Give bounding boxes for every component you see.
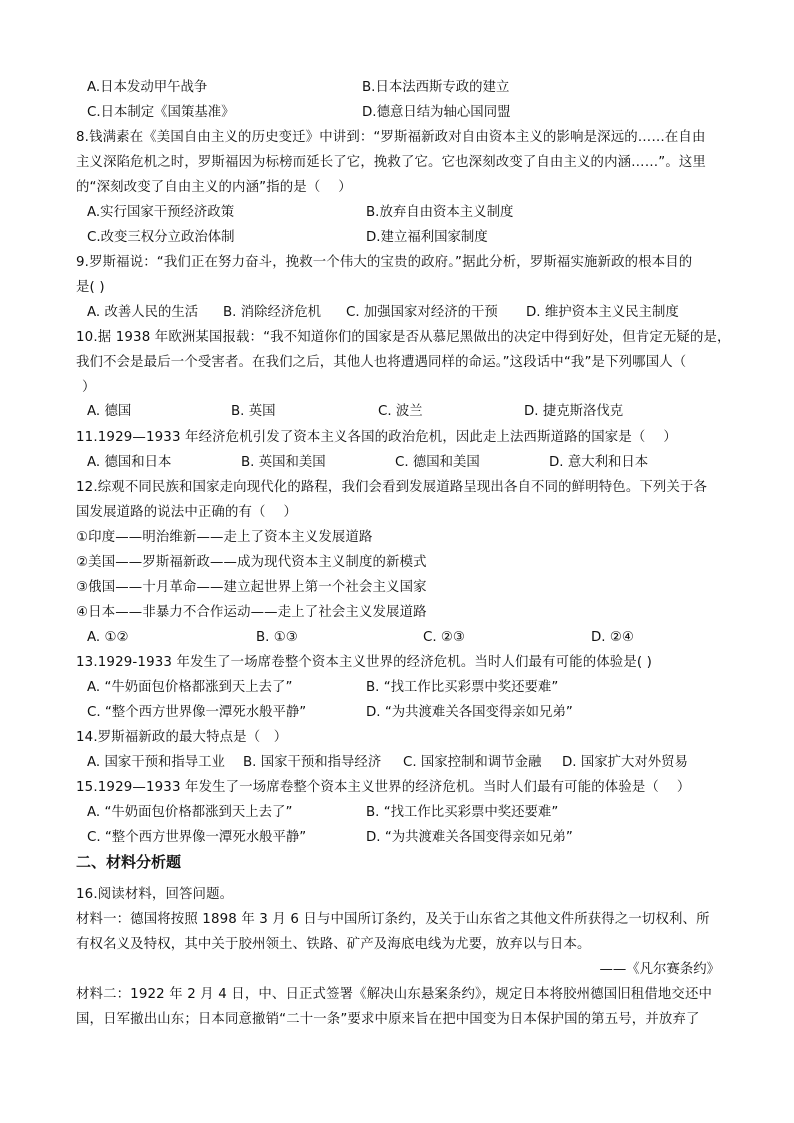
q11-option-c: C. 德国和美国 xyxy=(395,455,480,470)
q8-option-b: B.放弃自由资本主义制度 xyxy=(366,205,514,220)
section-heading: 二、材料分析题 xyxy=(76,853,182,871)
q10-stem-line-1: 10.据 1938 年欧洲某国报载：“我不知道你们的国家是否从慕尼黑做出的决定中得到好处，但肯定无疑的是， xyxy=(76,330,731,345)
q10-option-c: C. 波兰 xyxy=(378,404,423,419)
q10-stem-line-3: ） xyxy=(82,380,96,395)
q7-option-d: D.德意日结为轴心国同盟 xyxy=(362,105,511,120)
q14-option-d: D. 国家扩大对外贸易 xyxy=(562,755,688,770)
q16-intro: 16.阅读材料，回答问题。 xyxy=(76,887,234,902)
q9-option-d: D. 维护资本主义民主制度 xyxy=(526,305,679,320)
q13-option-b: B. “找工作比买彩票中奖还要难” xyxy=(366,680,559,695)
q8-option-a: A.实行国家干预经济政策 xyxy=(87,205,235,220)
q9-option-b: B. 消除经济危机 xyxy=(223,305,322,320)
q8-stem-line-1: 8.钱满素在《美国自由主义的历史变迁》中讲到：“罗斯福新政对自由资本主义的影响是深远的……在自由 xyxy=(76,130,706,145)
q9-option-a: A. 改善人民的生活 xyxy=(87,305,199,320)
q12-statement-4: ④日本——非暴力不合作运动——走上了社会主义发展道路 xyxy=(76,605,427,620)
q11-option-a: A. 德国和日本 xyxy=(87,455,172,470)
q15-stem-line-1: 15.1929—1933 年发生了一场席卷整个资本主义世界的经济危机。当时人们最有可能的体验是（ ） xyxy=(76,780,691,795)
q13-option-c: C. “整个西方世界像一潭死水般平静” xyxy=(87,705,307,720)
q7-option-b: B.日本法西斯专政的建立 xyxy=(362,80,510,95)
q13-option-d: D. “为共渡难关各国变得亲如兄弟” xyxy=(366,705,573,720)
q11-option-d: D. 意大利和日本 xyxy=(549,455,649,470)
q12-stem-line-1: 12.综观不同民族和国家走向现代化的路程，我们会看到发展道路呈现出各自不同的鲜明特色。下列关于各 xyxy=(76,480,708,495)
q16-material2-line-2: 国，日军撤出山东；日本同意撤销“二十一条”要求中原来旨在把中国变为日本保护国的第五号，并放弃了 xyxy=(76,1012,700,1027)
q7-option-c: C.日本制定《国策基准》 xyxy=(87,105,235,120)
q8-stem-line-3: 的“深刻改变了自由主义的内涵”指的是（ ） xyxy=(76,180,352,195)
q12-statement-1: ①印度——明治维新——走上了资本主义发展道路 xyxy=(76,530,373,545)
q11-option-b: B. 英国和美国 xyxy=(241,455,326,470)
q15-option-a: A. “牛奶面包价格都涨到天上去了” xyxy=(87,805,293,820)
q16-material1-source: ——《凡尔赛条约》 xyxy=(599,962,720,977)
q12-option-d: D. ②④ xyxy=(591,630,634,645)
q10-option-d: D. 捷克斯洛伐克 xyxy=(524,404,624,419)
q16-material2-line-1: 材料二：1922 年 2 月 4 日，中、日正式签署《解决山东悬案条约》，规定日本将胶州德国旧租借地交还中 xyxy=(76,987,713,1002)
q12-option-b: B. ①③ xyxy=(256,630,298,645)
q11-stem-line-1: 11.1929—1933 年经济危机引发了资本主义各国的政治危机，因此走上法西斯道路的国家是（ ） xyxy=(76,430,677,445)
q8-option-c: C.改变三权分立政治体制 xyxy=(87,230,235,245)
q14-stem-line-1: 14.罗斯福新政的最大特点是（ ） xyxy=(76,730,288,745)
q7-option-a: A.日本发动甲午战争 xyxy=(87,80,208,95)
q14-option-b: B. 国家干预和指导经济 xyxy=(243,755,382,770)
q12-statement-3: ③俄国——十月革命——建立起世界上第一个社会主义国家 xyxy=(76,580,427,595)
q12-stem-line-2: 国发展道路的说法中正确的有（ ） xyxy=(76,505,298,520)
q10-option-a: A. 德国 xyxy=(87,404,132,419)
q9-stem-line-1: 9.罗斯福说：“我们正在努力奋斗，挽救一个伟大的宝贵的政府。”据此分析，罗斯福实施新政的根本目的 xyxy=(76,255,693,270)
q13-option-a: A. “牛奶面包价格都涨到天上去了” xyxy=(87,680,293,695)
q10-option-b: B. 英国 xyxy=(231,404,276,419)
q10-stem-line-2: 我们不会是最后一个受害者。在我们之后，其他人也将遭遇同样的命运。”这段话中“我”是下列哪国人（ xyxy=(76,355,687,370)
q16-material1-line-1: 材料一：德国将按照 1898 年 3 月 6 日与中国所订条约，及关于山东省之其他文件所获得之一切权利、所 xyxy=(76,912,710,927)
q9-stem-line-2: 是( ) xyxy=(76,280,105,295)
q13-stem-line-1: 13.1929-1933 年发生了一场席卷整个资本主义世界的经济危机。当时人们最有可能的体验是( ) xyxy=(76,655,653,670)
q15-option-b: B. “找工作比买彩票中奖还要难” xyxy=(366,805,559,820)
q14-option-a: A. 国家干预和指导工业 xyxy=(87,755,225,770)
q12-option-c: C. ②③ xyxy=(423,630,465,645)
q14-option-c: C. 国家控制和调节金融 xyxy=(403,755,542,770)
q9-option-c: C. 加强国家对经济的干预 xyxy=(346,305,498,320)
q16-material1-line-2: 有权名义及特权，其中关于胶州领土、铁路、矿产及海底电线为尤要，放弃以与日本。 xyxy=(76,937,591,952)
q8-option-d: D.建立福利国家制度 xyxy=(366,230,488,245)
q12-statement-2: ②美国——罗斯福新政——成为现代资本主义制度的新模式 xyxy=(76,555,427,570)
q15-option-d: D. “为共渡难关各国变得亲如兄弟” xyxy=(366,830,573,845)
q15-option-c: C. “整个西方世界像一潭死水般平静” xyxy=(87,830,307,845)
q8-stem-line-2: 主义深陷危机之时，罗斯福因为标榜而延长了它，挽救了它。它也深刻改变了自由主义的内涵……”。这里 xyxy=(76,155,706,170)
q12-option-a: A. ①② xyxy=(87,630,129,645)
